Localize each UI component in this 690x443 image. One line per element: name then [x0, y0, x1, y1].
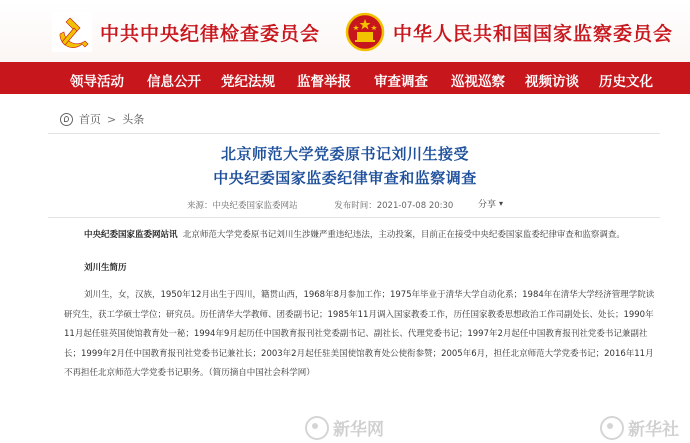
- article-title-line1: 北京师范大学党委原书记刘川生接受: [220, 145, 469, 163]
- watermark-right: [600, 415, 679, 440]
- nav-inspection[interactable]: 巡视巡察: [451, 74, 505, 90]
- watermark-left-text: 新华网: [333, 420, 384, 440]
- breadcrumb: [60, 111, 144, 127]
- weibo-icon: [305, 416, 329, 440]
- chevron-down-icon: ▾: [499, 199, 504, 208]
- meta-divider: [48, 217, 660, 218]
- watermark-left: [305, 415, 384, 440]
- article-published: 发布时间：2021-07-08 20:30: [334, 201, 454, 211]
- share-label: 分享: [478, 200, 497, 210]
- nsc-name: 中华人民共和国国家监察委员会: [393, 22, 674, 45]
- bio-heading: 刘川生简历: [84, 263, 127, 273]
- weibo-icon: [600, 416, 624, 440]
- nav-video[interactable]: 视频访谈: [525, 74, 579, 90]
- watermark-right-text: 新华社: [628, 420, 679, 440]
- article-meta: [187, 199, 487, 211]
- bio-paragraph: 刘川生，女，汉族，1950年12月出生于四川，籍贯山西，1968年8月参加工作；1975年毕业于清华大学自动化系；1984年在清华大学经济管理学院读研究生，获工学硕士学位；研究员。历任清华大学教师、团委副书记；1985年11月调入国家教委工作，历任国家教委思想政治工作司副处长、处长；1990年11月起任驻英国使馆教育处一秘；1994年9月起历任中国教育报刊社党委副书记、副社长、代理党委书记；1997年2月起任中国教育报刊社党委书记兼副社长；1999年2月任中国教育报刊社党委书记兼社长；2003年2月起任驻美国使馆教育处公使衔参赞；2005年6月，担任北京师范大学党委书记；2016年11月不再担任北京师范大学党委书记职务。（简历摘自中国社会科学网）: [64, 290, 655, 378]
- lead-text: 北京师范大学党委原书记刘川生涉嫌严重违纪违法，主动投案，目前正在接受中央纪委国家监委纪律审查和监察调查。: [182, 230, 625, 240]
- nav-report[interactable]: 监督举报: [297, 74, 351, 90]
- ccdi-name: 中共中央纪律检查委员会: [100, 22, 321, 45]
- nav-regulations[interactable]: 党纪法规: [221, 74, 275, 90]
- national-emblem-icon: [345, 12, 385, 52]
- breadcrumb-separator: >: [107, 112, 117, 126]
- ccdi-logo-link[interactable]: [52, 10, 320, 54]
- lead-source: 中央纪委国家监委网站讯: [84, 230, 178, 240]
- nav-leadership[interactable]: 领导活动: [70, 74, 124, 90]
- breadcrumb-home[interactable]: 首页: [79, 113, 101, 126]
- article-title-line2: 中央纪委国家监委纪律审查和监察调查: [213, 169, 477, 187]
- nsc-logo-link[interactable]: [345, 10, 673, 54]
- share-button[interactable]: [478, 197, 503, 210]
- nav-disclosure[interactable]: 信息公开: [147, 74, 201, 90]
- nav-history[interactable]: 历史文化: [599, 74, 653, 90]
- breadcrumb-current[interactable]: 头条: [122, 113, 145, 126]
- lead-paragraph: [64, 226, 660, 246]
- site-header: [0, 0, 690, 62]
- nav-investigation[interactable]: 审查调查: [374, 74, 428, 90]
- article-source: 来源：中央纪委国家监委网站: [187, 201, 298, 211]
- breadcrumb-divider: [48, 133, 660, 134]
- party-emblem-icon: [52, 12, 92, 52]
- main-nav: [0, 62, 690, 94]
- location-icon: [60, 113, 73, 126]
